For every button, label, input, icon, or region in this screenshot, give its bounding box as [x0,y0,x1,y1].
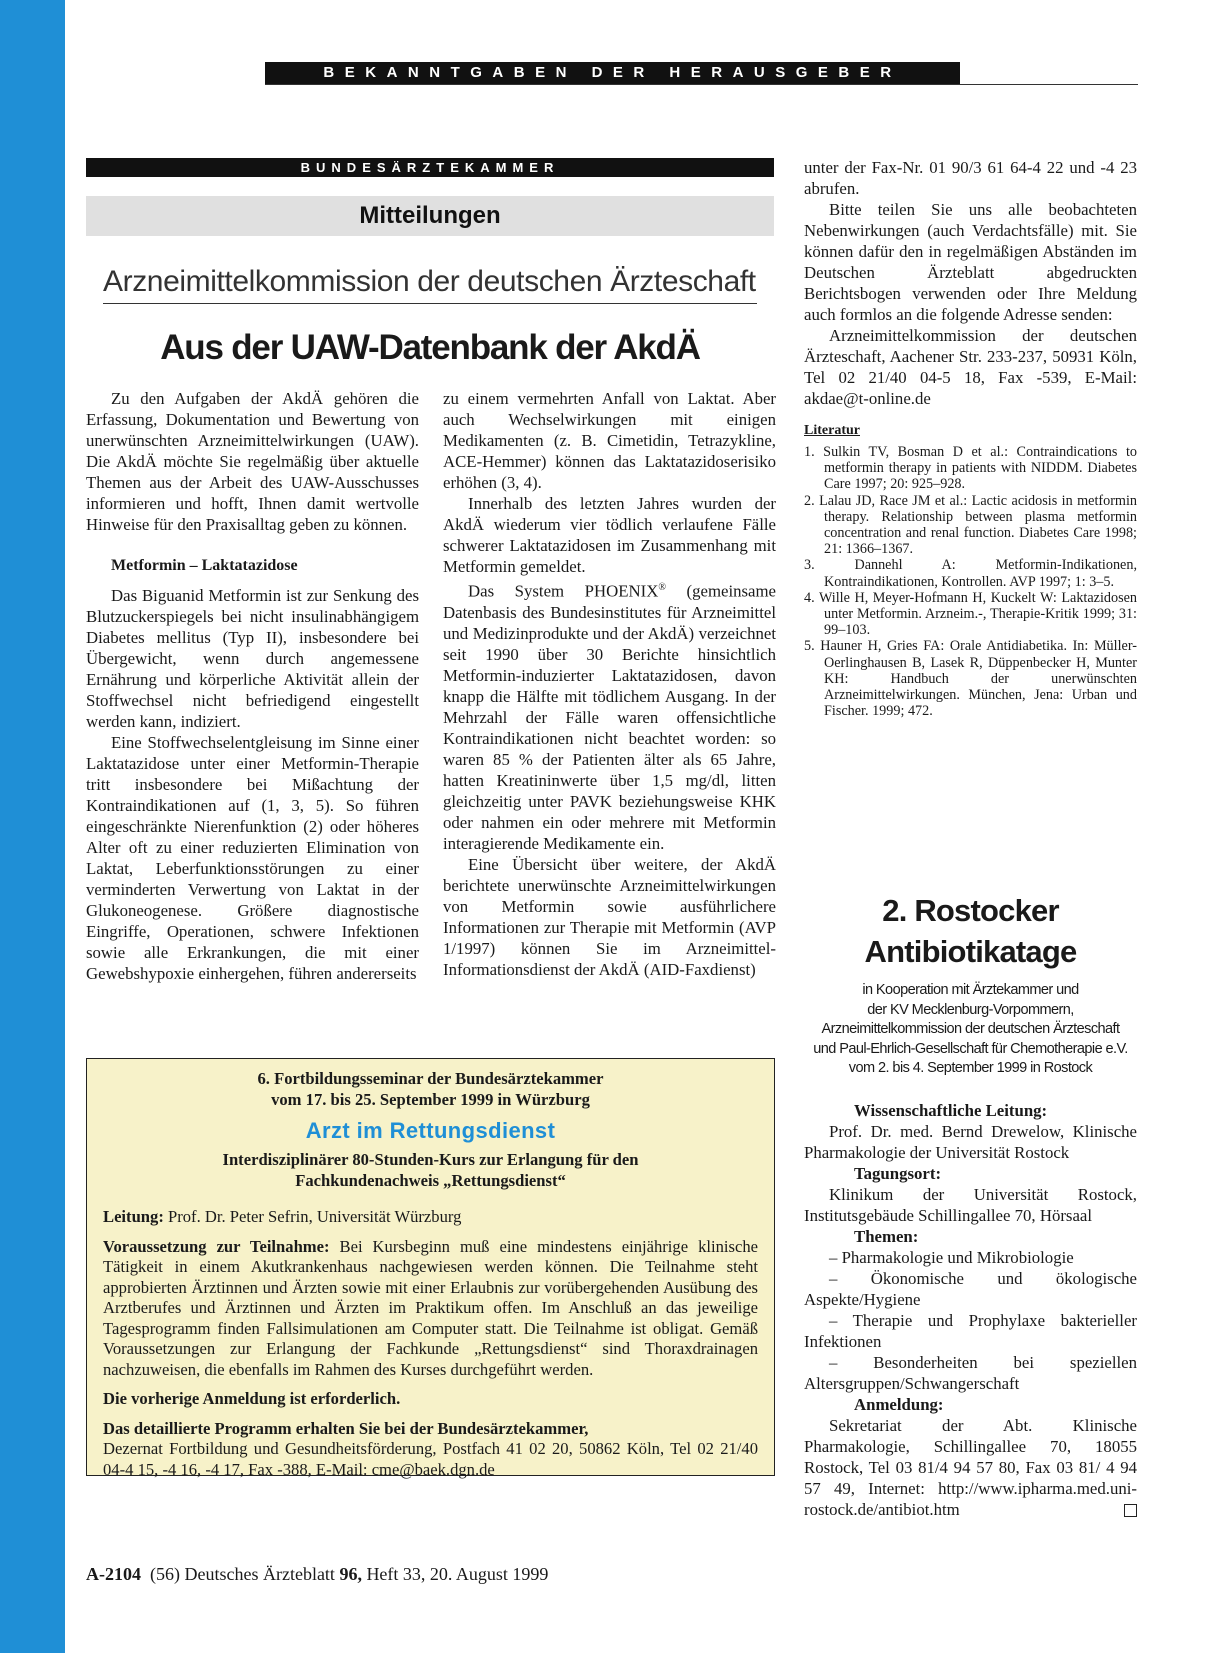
article-column-1 [86,388,419,984]
seminar-line-1: 6. Fortbildungsseminar der Bundesärztekammer [257,1069,604,1088]
paragraph-7: Arzneimittelkommission der deutschen Ärzteschaft, Aachener Str. 233-237, 50931 Köln, Tel 02 21/40 04-5 18, Fax -539, E-Mail: akdae@t-online.de [804,326,1137,408]
article-title: Aus der UAW-Datenbank der AkdÄ [160,328,700,367]
leitung-text [804,1121,1137,1163]
issue-prefix: (56) Deutsches Ärzteblatt [141,1564,340,1584]
literature-item: 2. Lalau JD, Race JM et al.: Lactic acidosis in metformin therapy. Relationship between plasma metformin concentration and renal function. Diabetes Care 1998; 21: 1366–1367. [804,492,1137,558]
leitung-label: Wissenschaftliche Leitung: [854,1101,1048,1120]
seminar-leitung [103,1207,758,1228]
seminar-title: Arzt im Rettungsdienst [305,1118,556,1143]
seminar-line-2: vom 17. bis 25. September 1999 in Würzburg [271,1089,590,1109]
page-number: A-2104 [86,1564,141,1584]
leitung-value: Prof. Dr. med. Bernd Drewelow, Klinische Pharmakologie der Universität Rostock [804,1122,1137,1162]
themen-item: – Therapie und Prophylaxe bakterieller Infektionen [804,1311,1137,1351]
literature-item: 5. Hauner H, Gries FA: Orale Antidiabetika. In: Müller-Oerlinghausen B, Lasek R, Düppenbecker H, Munter KH: Handbuch der unerwünschten Arzneimittelwirkungen. München, Jena: Urban und Fischer. 1999; 472. [804,638,1137,720]
rostock-title [804,890,1137,972]
seminar-anmeldung [103,1389,758,1410]
literature-item: 1. Sulkin TV, Bosman D et al.: Contraindications to metformin therapy in patients with NIDDM. Diabetes Care 1997; 20: 925–928. [804,444,1137,493]
anmeldung-label: Anmeldung: [854,1395,944,1414]
ort-text: Klinikum der Universität Rostock, Institutsgebäude Schillingallee 70, Hörsaal [804,1185,1137,1225]
header-rule [265,84,1138,85]
seminar-subtitle-2: Fachkundenachweis „Rettungsdienst“ [295,1170,566,1190]
end-square-icon [1124,1504,1137,1517]
rostock-title-line: 2. Rostocker [882,893,1059,928]
themen-item: – Ökonomische und ökologische Aspekte/Hygiene [804,1269,1137,1309]
seminar-programm [103,1419,758,1481]
themen-item: – Besonderheiten bei speziellen Altersgruppen/Schwangerschaft [804,1353,1137,1393]
paragraph-5: Eine Übersicht über weitere, der AkdÄ berichtete unerwünschte Arzneimittelwirkungen von Metformin sowie ausführlichere Informationen zur Therapie mit Metformin (AVP 1/1997) können Sie im Arzneimittel-Informationsdienst der AkdÄ (AID-Faxdienst) [443,854,776,979]
article-column-3 [804,157,1137,719]
registered-mark: ® [658,582,666,593]
paragraph-6: Bitte teilen Sie uns alle beobachteten Nebenwirkungen (auch Verdachtsfälle) mit. Sie können dafür den in regelmäßigen Abständen im Deutschen Ärzteblatt abgedruckten Berichtsbogen verwenden oder Ihre Meldung auch formlos an die folgende Adresse senden: [804,200,1137,324]
rostock-sub-line: vom 2. bis 4. September 1999 in Rostock [848,1059,1093,1076]
page-footer [86,1562,548,1586]
paragraph-1: Das Biguanid Metformin ist zur Senkung des Blutzuckerspiegels bei nicht insulinabhängigem Diabetes mellitus (Typ II), insbesondere bei Übergewicht, wenn durch angemessene Ernährung und körperliche Aktivität allein der Stoffwechsel nicht befriedigend eingestellt werden kann, indiziert. [86,586,419,731]
paragraph-4 [443,577,776,854]
organization-title: Arzneimittelkommission der deutschen Ärzteschaft [103,265,756,298]
p4-rest: (gemeinsame Datenbasis des Bundesinstitutes für Arzneimittel und Medizinprodukte und der AkdÄ) verzeichnet seit 1990 über 30 Berichte hinsichtlich Metformin-induzierter Laktatazidosen, davon knapp die Hälfte mit tödlichem Ausgang. In der Mehrzahl der Fälle waren offensichtliche Kontraindikationen nicht beachtet worden: so waren 85 % der Patienten älter als 65 Jahre, hatten Kreatininwerte über 1,5 mg/dl, litten gleichzeitig unter PAVK beziehungsweise KHK oder nahmen ein oder mehrere mit Metformin interagierende Medikamente ein. [443,581,776,853]
themen-item: – Pharmakologie und Mikrobiologie [829,1248,1074,1267]
leitung-label: Leitung: [103,1207,164,1226]
rostock-title-line: Antibiotikatage [864,934,1077,969]
subheading: Metformin – Laktatazidose [111,557,298,574]
themen-label: Themen: [854,1227,919,1246]
section-header: BEKANNTGABEN DER HERAUSGEBER [265,62,960,84]
rostock-body [804,1100,1137,1520]
paragraph-2: Eine Stoffwechselentgleisung im Sinne einer Laktatazidose unter einer Metformin-Therapie tritt insbesondere bei Mißachtung der Kontraindikationen auf (1, 3, 5). So führen eingeschränkte Nierenfunktion (2) oder höheres Alter oft zu einer reduzierten Elimination von Laktat, Leberfunktionsstörungen zu einer verminderten Verwertung von Laktat in der Glukoneogenese. Größere diagnostische Eingriffe, Operationen, schwere Infektionen sowie alle Erkrankungen, die mit einer Gewebshypoxie einhergehen, führen andererseits [86,733,419,983]
anmeldung-text [804,1415,1137,1520]
paragraph-3: Innerhalb des letzten Jahres wurden der AkdÄ wiederum vier tödlich verlaufene Fälle schwerer Laktatazidosen im Zusammenhang mit Metformin gemeldet. [443,494,776,576]
ort-label: Tagungsort: [854,1164,942,1183]
seminar-subtitle-1: Interdisziplinärer 80-Stunden-Kurs zur Erlangung für den [222,1150,639,1169]
organization-rule [103,303,757,304]
anmeldung-value: Sekretariat der Abt. Klinische Pharmakologie, Schillingallee 70, 18055 Rostock, Tel 03 81/4 94 57 80, Fax 03 81/ 4 94 57 49, Internet: http://www.ipharma.med.uni-rostock.de/antibiot.htm [804,1416,1137,1519]
voraussetzung-label: Voraussetzung zur Teilnahme: [103,1236,330,1256]
voraussetzung-value: Bei Kursbeginn muß eine mindestens einjährige klinische Tätigkeit in einem Akutkrankenhaus nachgewiesen werden können. Die Teilnahme steht approbierten Ärztinnen und Ärzten sowie mit einer Erlaubnis zur vorübergehenden Ausübung des Arztberufes und Ärztinnen und Ärzten im Praktikum offen. Im Anschluß an das jeweilige Tagesprogramm finden Fallsimulationen am Computer statt. Die Teilnahme ist obligat. Gemäß Voraussetzungen zur Erlangung der Fachkunde „Rettungsdienst“ sind Thoraxdrainagen nachzuweisen, die ebenfalls im Rahmen des Kurses durchgeführt werden. [103,1236,758,1379]
volume: 96, [339,1564,362,1584]
seminar-voraussetzung [103,1237,758,1381]
leitung-value: Prof. Dr. Peter Sefrin, Universität Würzburg [163,1207,462,1226]
category-band: Mitteilungen [86,196,774,236]
intro-paragraph: Zu den Aufgaben der AkdÄ gehören die Erfassung, Dokumentation und Bewertung von unerwünschten Arzneimittelwirkungen (UAW). Die AkdÄ möchte Sie regelmäßig über aktuelle Themen aus der Arbeit des UAW-Ausschusses informieren und hofft, Ihnen damit wertvolle Hinweise für den Praxisalltag geben zu können. [86,389,419,534]
rostock-sub-line: in Kooperation mit Ärztekammer und [862,981,1079,998]
anmeldung-note: Die vorherige Anmeldung ist erforderlich. [103,1389,401,1408]
paragraph-5-continued: unter der Fax-Nr. 01 90/3 61 64-4 22 und -4 23 abrufen. [804,158,1137,198]
literature-item: 4. Wille H, Meyer-Hofmann H, Kuckelt W: Laktazidosen unter Metformin. Arzneim.-, Therapie-Kritik 1999; 31: 99–103. [804,589,1137,639]
rostock-subtitle [809,980,1132,1078]
seminar-box [86,1058,775,1479]
rostock-sub-line: der KV Mecklenburg-Vorpommern, [867,1000,1074,1018]
rostock-sub-line: und Paul-Ehrlich-Gesellschaft für Chemotherapie e.V. [813,1039,1128,1057]
article-column-2 [443,388,776,980]
paragraph-2-continued: zu einem vermehrten Anfall von Laktat. Aber auch Wechselwirkungen mit einigen Medikamenten (z. B. Cimetidin, Tetrazykline, ACE-Hemmer) können das Laktatazidoserisiko erhöhen (3, 4). [443,389,776,492]
literature-list [804,444,1137,719]
sidebar-color-bar [0,0,65,1653]
programm-label: Das detaillierte Programm erhalten Sie bei der Bundesärztekammer, [103,1418,589,1438]
rostock-sub-line: Arzneimittelkommission der deutschen Ärzteschaft [821,1020,1120,1037]
literature-heading: Literatur [804,423,860,438]
programm-value: Dezernat Fortbildung und Gesundheitsförderung, Postfach 41 02 20, 50862 Köln, Tel 02 21/40 04-4 15, -4 16, -4 17, Fax -388, E-Mail: cme@baek.dgn.de [103,1439,758,1479]
literature-item: 3. Dannehl A: Metformin-Indikationen, Kontraindikationen, Kontrollen. AVP 1997; 1: 3–5. [804,557,1137,590]
issue-suffix: Heft 33, 20. August 1999 [361,1564,549,1584]
department-band: BUNDESÄRZTEKAMMER [86,158,774,177]
p4-start: Das System PHOENIX [468,581,659,601]
